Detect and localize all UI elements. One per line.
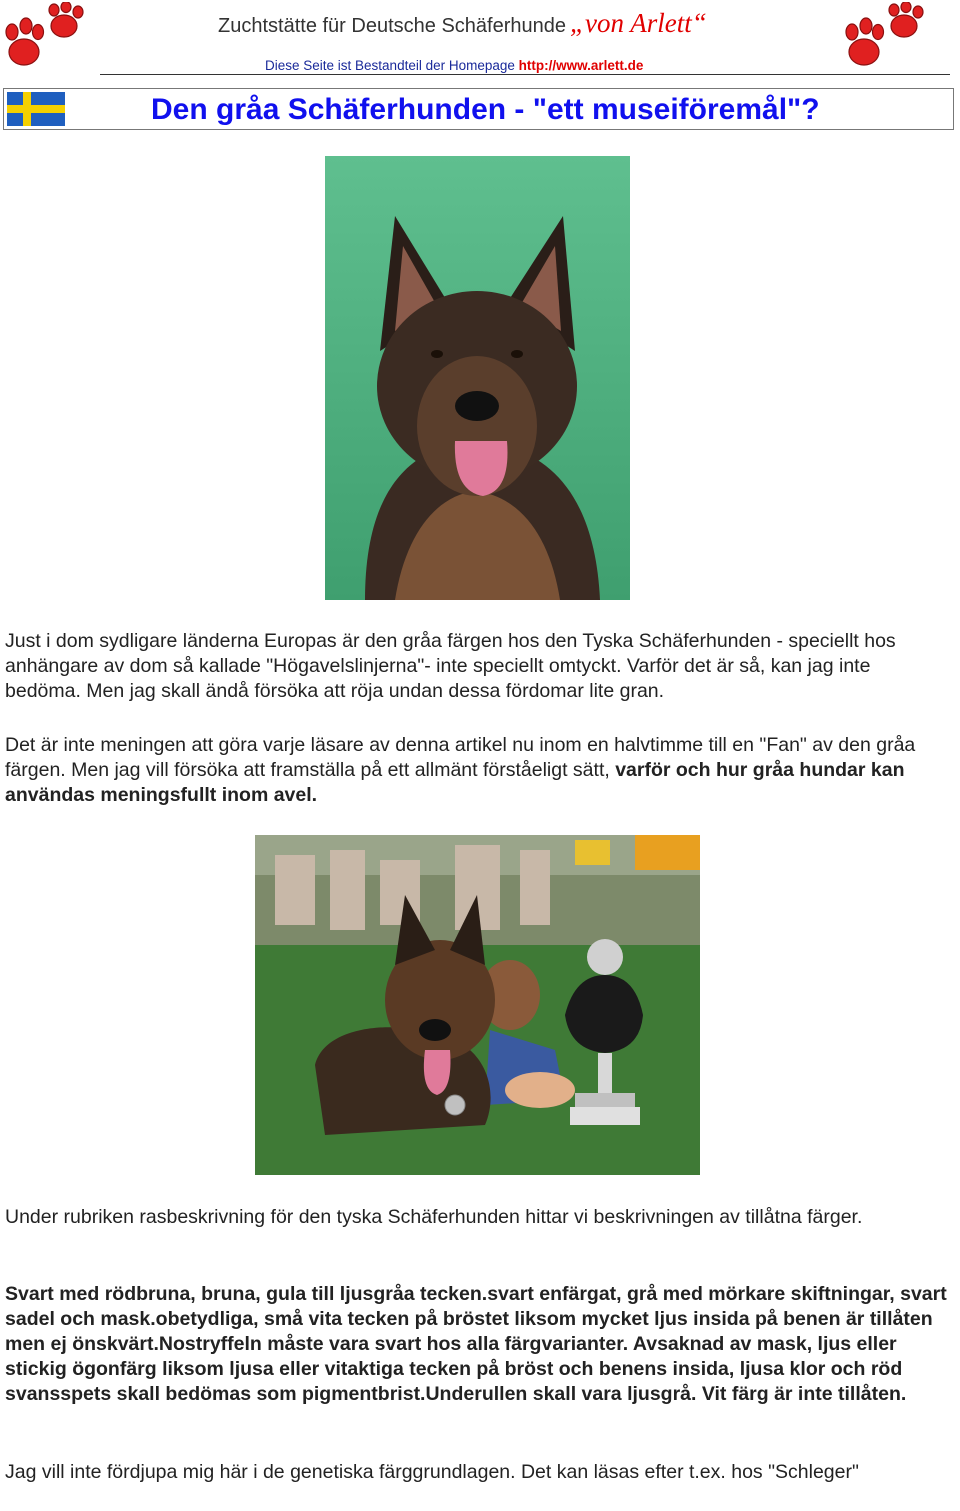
header-divider [100, 74, 950, 75]
purpose-emphasis: varför och hur gråa hundar kan användas meningsfullt inom avel. [5, 759, 905, 806]
site-title-text: Zuchtstätte für Deutsche Schäferhunde [218, 15, 566, 37]
page-title: Den gråa Schäferhunden - "ett museiföremål"? [151, 93, 820, 126]
paw-print-icon [2, 2, 94, 74]
breed-description-paragraph: Under rubriken rasbeskrivning för den tyska Schäferhunden hittar vi beskrivningen av tillåtna färger. [5, 1206, 863, 1228]
intro-paragraph: Just i dom sydligare länderna Europas är den gråa färgen hos den Tyska Schäferhunden - speciellt hos anhängare av dom så kallade "Högavelslinjerna"- inte speciellt omtyckt. Varför det är så, kan jag inte bedöma. Men jag skall ändå försöka att röja undan dessa fördomar lite gran. [5, 630, 896, 702]
homepage-link[interactable]: http://www.arlett.de [518, 58, 644, 73]
title-bar [3, 88, 954, 130]
purpose-paragraph [5, 733, 950, 808]
color-standard-paragraph: Svart med rödbruna, bruna, gula till ljusgråa tecken.svart enfärgat, grå med mörkare skiftningar, svart sadel och mask.obetydliga, små vita tecken på bröstet liksom mycket ljus insida på benen är tillåten men ej önskvärt.Nostryffeln måste vara svart hos alla färgvarianter. Avsaknad av mask, ljus eller stickig ögonfärg liksom ljusa eller vitaktiga tecken på bröst och benens insida, ljusa klor och röd svansspets skall bedömas som pigmentbrist.Underullen skall vara ljusgrå. Vit färg är inte tillåten. [5, 1283, 947, 1405]
purpose-text: Det är inte meningen att göra varje läsare av denna artikel nu inom en halvtimme till en "Fan" av den gråa färgen. Men jag vill försöka att framställa på ett allmänt förståeligt sätt, [5, 734, 916, 781]
swedish-flag-icon [7, 92, 65, 126]
dog-portrait-photo [325, 156, 630, 600]
site-title [218, 8, 707, 39]
brand-name: „von Arlett“ [569, 8, 707, 38]
genetics-paragraph: Jag vill inte fördjupa mig här i de genetiska färggrundlagen. Det kan läsas efter t.ex. hos "Schleger" [5, 1461, 859, 1483]
homepage-notice [265, 58, 643, 73]
dog-show-photo [255, 835, 700, 1175]
homepage-notice-text: Diese Seite ist Bestandteil der Homepage [265, 58, 519, 73]
paw-print-icon [842, 2, 934, 74]
